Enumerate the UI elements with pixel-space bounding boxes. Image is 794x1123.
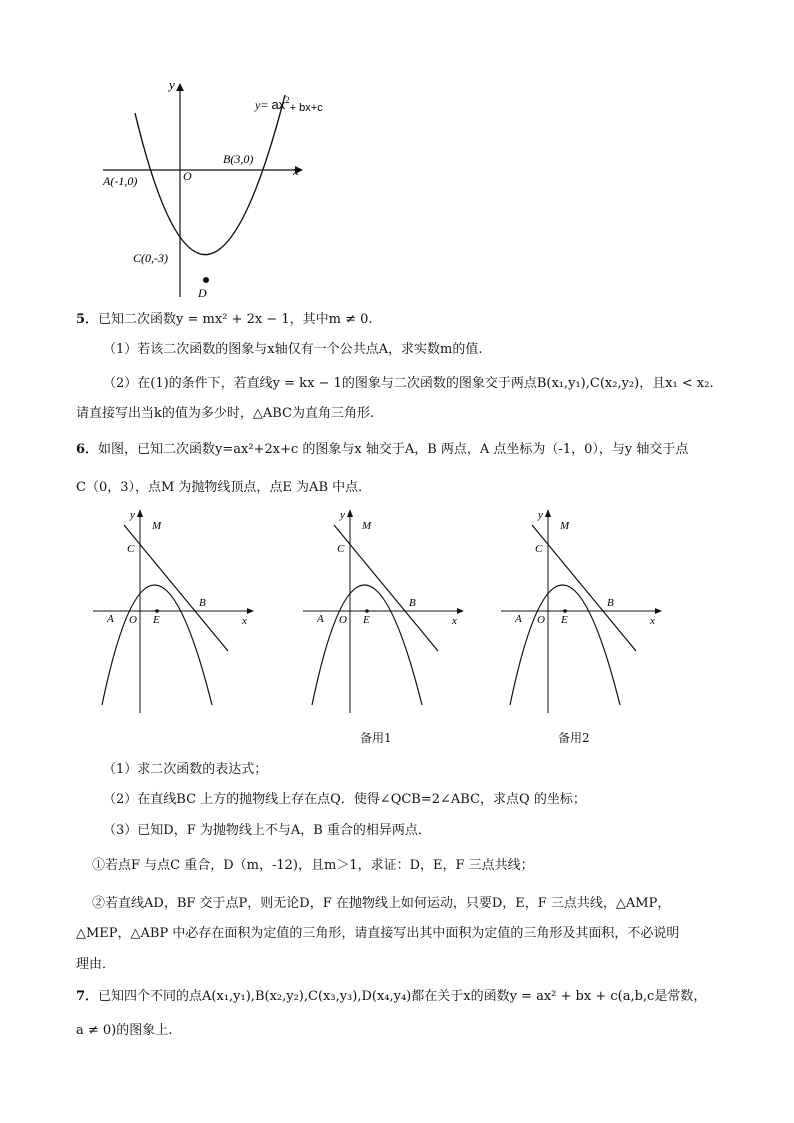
point-A-label: A(-1,0) xyxy=(103,174,138,188)
x-label: x xyxy=(242,615,247,627)
point-E-label: E xyxy=(153,614,160,626)
q5-part2-line1: （2）在(1)的条件下，若直线y = kx − 1的图象与二次函数的图象交于两点B(x₁,y₁),C(x₂,y₂)，且x₁ < x₂. xyxy=(103,376,714,391)
q6-sub2-line3: 理由． xyxy=(76,957,116,972)
q5-part1: （1）若该二次函数的图象与x轴仅有一个公共点A，求实数m的值. xyxy=(103,342,483,357)
point-B-label: B xyxy=(199,597,206,609)
x-label: x xyxy=(650,615,655,627)
figure-q6-spare1 xyxy=(300,505,470,715)
y-label: y xyxy=(340,509,345,521)
point-A-label: A xyxy=(515,613,522,625)
q6-sub2-line1: ②若直线AD，BF 交于点P，则无论D，F 在抛物线上如何运动，只要D，E，F 三点共线，△AMP， xyxy=(92,896,671,911)
point-M-label: M xyxy=(362,520,372,532)
origin-label: O xyxy=(339,614,347,626)
q5-stem: 5．已知二次函数y = mx² + 2x − 1，其中m ≠ 0. xyxy=(76,312,373,327)
y-axis-arrow xyxy=(137,509,143,517)
point-C-label: C xyxy=(535,543,543,555)
vertex-point-D xyxy=(203,277,209,283)
caption-spare1: 备用1 xyxy=(360,731,392,745)
x-axis-arrow xyxy=(457,608,464,614)
point-A-label: A xyxy=(107,613,114,625)
x-label: x xyxy=(452,615,457,627)
point-C-label: C xyxy=(127,543,135,555)
origin-label: O xyxy=(183,169,192,183)
q6-sub1: ①若点F 与点C 重合，D（m，-12)，且m＞1，求证：D，E，F 三点共线； xyxy=(92,858,534,873)
q5-part2-line2: 请直接写出当k的值为多少时，△ABC为直角三角形. xyxy=(76,406,375,421)
x-axis-arrow xyxy=(247,608,254,614)
q6-sub2-line2: △MEP，△ABP 中必存在面积为定值的三角形，请直接写出其中面积为定值的三角形及其面积，不必说明 xyxy=(76,926,680,941)
equation-label: $y= ax^2+ bx+c$ xyxy=(255,95,323,114)
parabola-curve xyxy=(135,95,285,255)
point-D-label: D xyxy=(198,286,207,300)
parabola-curve xyxy=(510,585,620,705)
point-B-label: B xyxy=(607,597,614,609)
y-label: y xyxy=(538,509,543,521)
y-axis-arrow xyxy=(347,509,353,517)
point-A-label: A xyxy=(317,613,324,625)
y-label: y xyxy=(130,509,135,521)
figure-q6-spare2 xyxy=(498,505,668,715)
point-E-label: E xyxy=(561,614,568,626)
q6-part3: （3）已知D，F 为抛物线上不与A，B 重合的相异两点． xyxy=(103,823,431,838)
caption-spare2: 备用2 xyxy=(558,731,590,745)
origin-label: O xyxy=(537,614,545,626)
y-axis-arrow xyxy=(545,509,551,517)
q6-stem-line2: C（0，3），点M 为抛物线顶点，点E 为AB 中点． xyxy=(76,480,372,495)
figure-parabola-1 xyxy=(95,75,385,305)
parabola-curve xyxy=(312,585,422,705)
q7-stem-line1: 7．已知四个不同的点A(x₁,y₁),B(x₂,y₂),C(x₃,y₃),D(x₄,y₄)都在关于x的函数y = ax² + bx + c(a,b,c是常数， xyxy=(76,989,707,1004)
point-E-label: E xyxy=(363,614,370,626)
x-axis-arrow xyxy=(655,608,662,614)
point-E xyxy=(365,609,369,613)
q7-stem-line2: a ≠ 0)的图象上. xyxy=(76,1023,173,1038)
point-B-label: B xyxy=(409,597,416,609)
point-E xyxy=(155,609,159,613)
point-M-label: M xyxy=(152,520,162,532)
point-M-label: M xyxy=(560,520,570,532)
x-axis-label: x xyxy=(293,163,299,178)
y-axis-label: y xyxy=(169,77,175,92)
parabola-curve xyxy=(102,585,212,705)
point-B-label: B(3,0) xyxy=(223,152,254,166)
point-C-label: C xyxy=(337,543,345,555)
point-E xyxy=(563,609,567,613)
origin-label: O xyxy=(129,614,137,626)
q6-part1: （1）求二次函数的表达式； xyxy=(103,762,268,777)
y-axis-arrow xyxy=(176,83,184,91)
point-C-label: C(0,-3) xyxy=(133,251,168,265)
q6-stem-line1: 6．如图，已知二次函数y=ax²+2x+c 的图象与x 轴交于A，B 两点，A 点坐标为（-1，0），与y 轴交于点 xyxy=(76,442,689,457)
figure-q6-main xyxy=(90,505,260,715)
q6-part2: （2）在直线BC 上方的抛物线上存在点Q．使得∠QCB=2∠ABC，求点Q 的坐标； xyxy=(103,792,586,807)
